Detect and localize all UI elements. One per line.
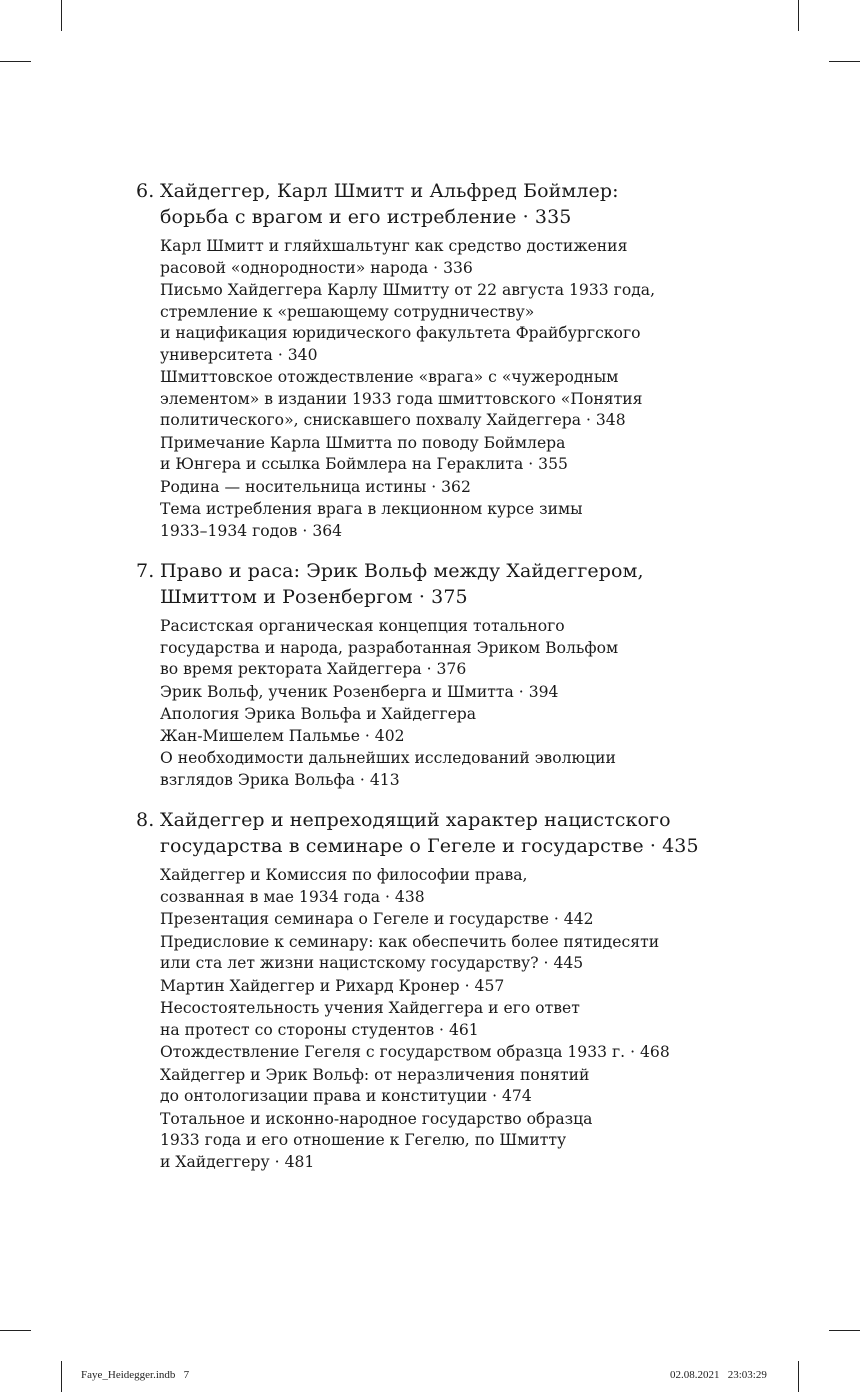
crop-mark-left-top bbox=[0, 61, 31, 62]
chapter-title-line: Право и раса: Эрик Вольф между Хайдеггером, bbox=[160, 560, 644, 582]
section-line: Хайдеггер и Комиссия по философии права, bbox=[160, 866, 528, 884]
section-line: и нацификация юридического факультета Фрайбургского bbox=[160, 324, 641, 342]
chapter-title-line: Хайдеггер и непреходящий характер нацистского bbox=[160, 809, 671, 831]
section-line: Родина — носительница истины · 362 bbox=[160, 477, 471, 496]
chapter-8 bbox=[136, 807, 699, 1173]
section-line: политического», снискавшего похвалу Хайдеггера · 348 bbox=[160, 411, 626, 429]
chapter-number: 7. bbox=[136, 560, 155, 582]
section-entry bbox=[160, 616, 696, 681]
crop-mark-left-bottom bbox=[0, 1330, 31, 1331]
section-entry bbox=[160, 367, 696, 432]
section-line: Мартин Хайдеггер и Рихард Кронер · 457 bbox=[160, 976, 505, 995]
section-line: и Юнгера и ссылка Боймлера на Гераклита · 355 bbox=[160, 455, 568, 473]
section-line: Презентация семинара о Гегеле и государстве · 442 bbox=[160, 910, 594, 928]
section-entry bbox=[160, 998, 696, 1041]
section-line: 1933–1934 годов · 364 bbox=[160, 521, 343, 540]
section-line: Предисловие к семинару: как обеспечить более пятидесяти bbox=[160, 932, 660, 951]
section-line: государства и народа, разработанная Эриком Вольфом bbox=[160, 638, 619, 657]
section-line: Эрик Вольф, ученик Розенберга и Шмитта · 394 bbox=[160, 682, 559, 701]
section-entry bbox=[160, 909, 696, 931]
section-entry bbox=[160, 682, 696, 704]
section-entry bbox=[160, 1109, 696, 1174]
section-line: Примечание Карла Шмитта по поводу Боймлера bbox=[160, 433, 566, 452]
chapter-heading bbox=[136, 558, 696, 610]
chapter-heading bbox=[136, 178, 696, 230]
chapter-number: 8. bbox=[136, 809, 155, 831]
chapter-heading bbox=[136, 807, 699, 859]
section-entry bbox=[160, 433, 696, 476]
section-entry bbox=[160, 236, 696, 279]
section-entry bbox=[160, 748, 696, 791]
chapter-number: 6. bbox=[136, 180, 155, 202]
chapter-7 bbox=[136, 558, 696, 791]
section-line: Апология Эрика Вольфа и Хайдеггера bbox=[160, 705, 477, 723]
section-line: 1933 года и его отношение к Гегелю, по Шмитту bbox=[160, 1131, 567, 1149]
section-entry bbox=[160, 704, 696, 747]
section-line: стремление к «решающему сотрудничеству» bbox=[160, 302, 535, 321]
section-line: расовой «однородности» народа · 336 bbox=[160, 258, 473, 277]
section-line: до онтологизации права и конституции · 474 bbox=[160, 1087, 532, 1105]
footer-file-info: Faye_Heidegger.indb 7 bbox=[81, 1369, 190, 1381]
section-line: Письмо Хайдеггера Карлу Шмитту от 22 августа 1933 года, bbox=[160, 281, 656, 299]
crop-mark-top-left bbox=[61, 0, 62, 31]
section-line: элементом» в издании 1933 года шмиттовского «Понятия bbox=[160, 389, 643, 408]
section-line: Карл Шмитт и гляйхшальтунг как средство достижения bbox=[160, 237, 628, 255]
section-line: созванная в мае 1934 года · 438 bbox=[160, 887, 425, 906]
section-list bbox=[136, 865, 696, 1173]
section-entry bbox=[160, 976, 696, 998]
section-line: университета · 340 bbox=[160, 345, 318, 364]
section-line: на протест со стороны студентов · 461 bbox=[160, 1020, 479, 1039]
section-entry bbox=[160, 932, 696, 975]
section-line: во время ректората Хайдеггера · 376 bbox=[160, 660, 467, 678]
section-list bbox=[136, 236, 696, 542]
chapter-6 bbox=[136, 178, 696, 542]
crop-mark-right-bottom bbox=[829, 1330, 860, 1331]
crop-mark-top-right bbox=[798, 0, 799, 31]
chapter-title-line: государства в семинаре о Гегеле и государстве · 435 bbox=[160, 835, 699, 857]
crop-mark-bottom-right bbox=[798, 1361, 799, 1392]
table-of-contents bbox=[136, 178, 699, 1189]
section-line: Шмиттовское отождествление «врага» с «чужеродным bbox=[160, 368, 619, 386]
chapter-title-line: борьба с врагом и его истребление · 335 bbox=[160, 206, 572, 228]
section-entry bbox=[160, 280, 696, 366]
crop-mark-bottom-left bbox=[61, 1361, 62, 1392]
section-line: или ста лет жизни нацистскому государству? · 445 bbox=[160, 954, 584, 972]
section-entry bbox=[160, 1042, 696, 1064]
section-entry bbox=[160, 1065, 696, 1108]
section-line: Жан-Мишелем Пальмье · 402 bbox=[160, 726, 405, 745]
section-entry bbox=[160, 865, 696, 908]
section-line: Тотальное и исконно-народное государство образца bbox=[160, 1109, 593, 1128]
crop-mark-right-top bbox=[829, 61, 860, 62]
section-line: Расистская органическая концепция тотального bbox=[160, 617, 565, 635]
chapter-title-line: Шмиттом и Розенбергом · 375 bbox=[160, 586, 468, 608]
chapter-title-line: Хайдеггер, Карл Шмитт и Альфред Боймлер: bbox=[160, 180, 619, 202]
section-line: Тема истребления врага в лекционном курсе зимы bbox=[160, 500, 583, 518]
section-line: О необходимости дальнейших исследований эволюции bbox=[160, 749, 616, 767]
section-entry bbox=[160, 499, 696, 542]
section-list bbox=[136, 616, 696, 791]
section-entry bbox=[160, 477, 696, 499]
section-line: Несостоятельность учения Хайдеггера и его ответ bbox=[160, 999, 580, 1017]
section-line: и Хайдеггеру · 481 bbox=[160, 1152, 315, 1171]
footer-timestamp: 02.08.2021 23:03:29 bbox=[670, 1369, 767, 1381]
section-line: взглядов Эрика Вольфа · 413 bbox=[160, 770, 400, 789]
section-line: Хайдеггер и Эрик Вольф: от неразличения понятий bbox=[160, 1065, 590, 1084]
section-line: Отождествление Гегеля с государством образца 1933 г. · 468 bbox=[160, 1043, 670, 1061]
